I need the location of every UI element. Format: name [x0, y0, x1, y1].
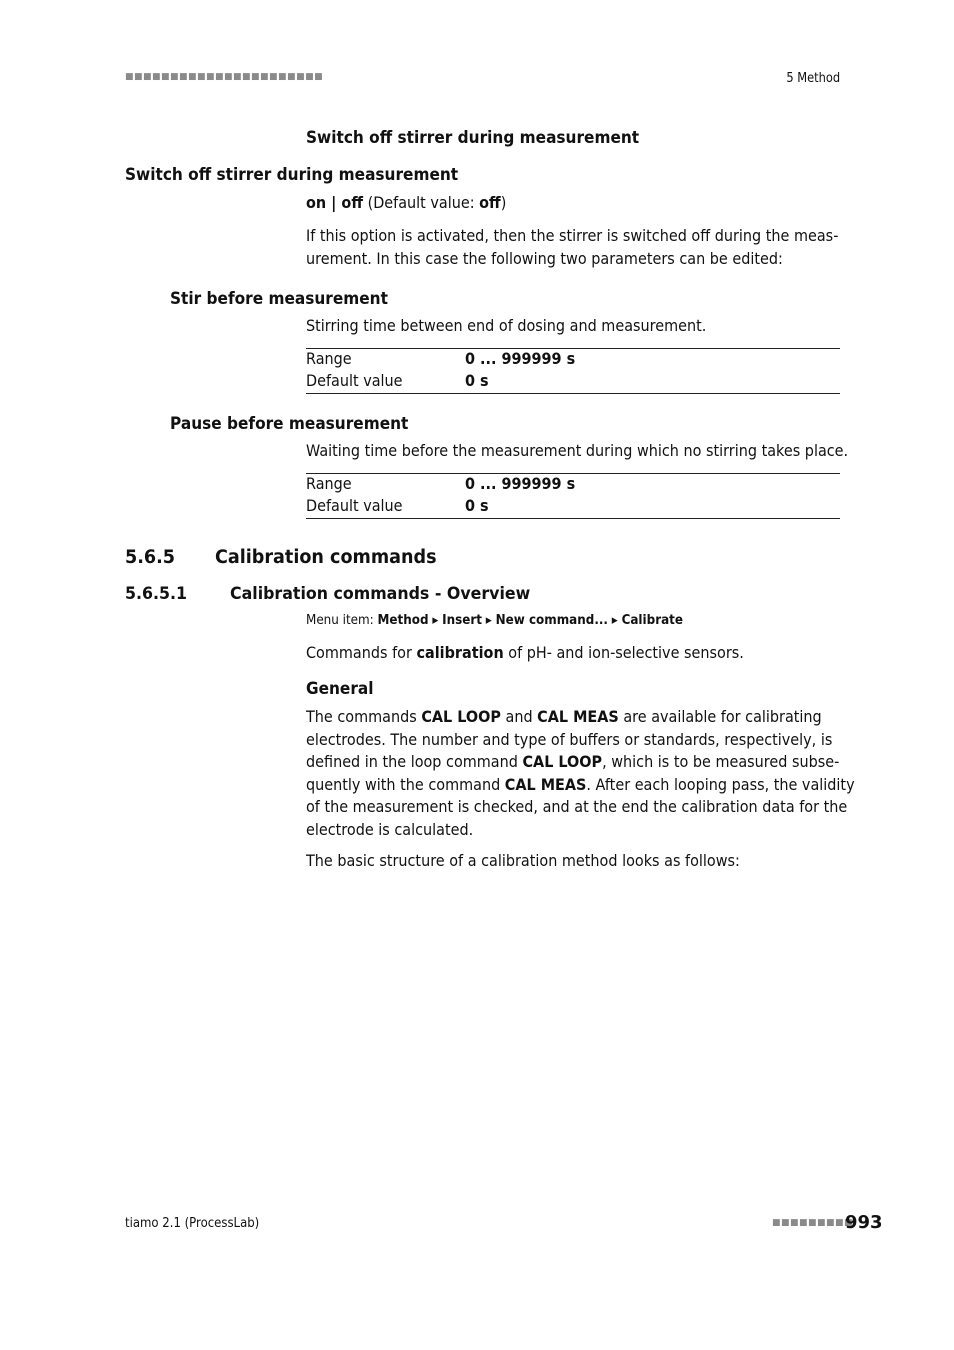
param-heading-pause-before: Pause before measurement: [170, 414, 409, 433]
description-line: urement. In this case the following two parameters can be edited:: [306, 248, 783, 268]
menu-insert: Insert: [442, 613, 482, 628]
triangle-right-icon: ▸: [432, 613, 439, 628]
command-name: CAL MEAS: [537, 707, 619, 726]
range-value: 0 ... 999999 s: [465, 349, 576, 368]
default-label: Default value: [306, 496, 403, 515]
intro-text: [306, 642, 744, 665]
text-run: The commands: [306, 707, 422, 726]
command-name: CAL LOOP: [522, 752, 603, 771]
intro-post: of pH- and ion-selective sensors.: [503, 643, 744, 662]
header-decoration: ■■■■■■■■■■■■■■■■■■■■■■: [125, 72, 324, 82]
param-heading-switch-off-stirrer: Switch off stirrer during measurement: [125, 165, 459, 184]
default-label: Default value: [306, 371, 403, 390]
command-name: CAL LOOP: [421, 707, 501, 726]
default-prefix: (Default value:: [362, 193, 480, 212]
section-number: 5.6.5: [125, 547, 176, 568]
default-suffix: ): [500, 193, 507, 212]
text-run: . After each looping pass, the validity: [586, 774, 855, 794]
subsection-heading: Calibration commands - Overview: [230, 584, 531, 604]
text-run: defined in the loop command: [306, 752, 523, 771]
section-title: Switch off stirrer during measurement: [306, 128, 640, 147]
param-stir-description: Stirring time between end of dosing and measurement.: [306, 316, 707, 335]
description-line: If this option is activated, then the stirrer is switched off during the meas-: [306, 226, 839, 245]
paragraph-line: electrodes. The number and type of buffers or standards, respectively, is: [306, 729, 833, 749]
menu-prefix: Menu item:: [306, 613, 378, 628]
paragraph-line: [306, 751, 855, 774]
footer-decoration: ■■■■■■■■■: [772, 1218, 854, 1228]
table-bottom-rule: [306, 393, 840, 394]
command-name: CAL MEAS: [504, 774, 587, 794]
default-value: off: [479, 193, 501, 212]
subsection-number: 5.6.5.1: [125, 584, 188, 604]
intro-bold: calibration: [416, 643, 504, 662]
paragraph-line: [306, 706, 855, 729]
paragraph-line: electrode is calculated.: [306, 819, 474, 839]
menu-new-command: New command...: [495, 613, 608, 628]
text-run: and: [500, 707, 538, 726]
param-switch-description: [306, 225, 838, 270]
paragraph-line: [306, 774, 855, 797]
triangle-right-icon: ▸: [611, 613, 618, 628]
text-run: are available for calibrating: [618, 707, 822, 726]
menu-calibrate: Calibrate: [621, 613, 683, 628]
param-switch-options: [306, 192, 506, 215]
section-heading: Calibration commands: [215, 547, 437, 568]
closing-text: The basic structure of a calibration method looks as follows:: [306, 851, 740, 870]
menu-item-path: [306, 613, 683, 628]
footer-product: tiamo 2.1 (ProcessLab): [125, 1216, 260, 1231]
general-heading: General: [306, 679, 374, 698]
param-pause-description: Waiting time before the measurement during which no stirring takes place.: [306, 441, 849, 460]
header-chapter: 5 Method: [786, 71, 840, 86]
paragraph-line: of the measurement is checked, and at the end the calibration data for the: [306, 797, 848, 816]
triangle-right-icon: ▸: [485, 613, 492, 628]
param-heading-stir-before: Stir before measurement: [170, 289, 388, 308]
general-paragraph: [306, 706, 855, 841]
intro-pre: Commands for: [306, 643, 417, 662]
default-value: 0 s: [465, 371, 489, 390]
text-run: quently with the command: [306, 774, 505, 794]
table-bottom-rule: [306, 518, 840, 519]
range-label: Range: [306, 474, 352, 493]
options-value: on | off: [306, 193, 363, 212]
default-value: 0 s: [465, 496, 489, 515]
text-run: , which is to be measured subse-: [602, 752, 840, 771]
page-number: 993: [845, 1212, 883, 1233]
range-value: 0 ... 999999 s: [465, 474, 576, 493]
range-label: Range: [306, 349, 352, 368]
menu-method: Method: [377, 613, 429, 628]
